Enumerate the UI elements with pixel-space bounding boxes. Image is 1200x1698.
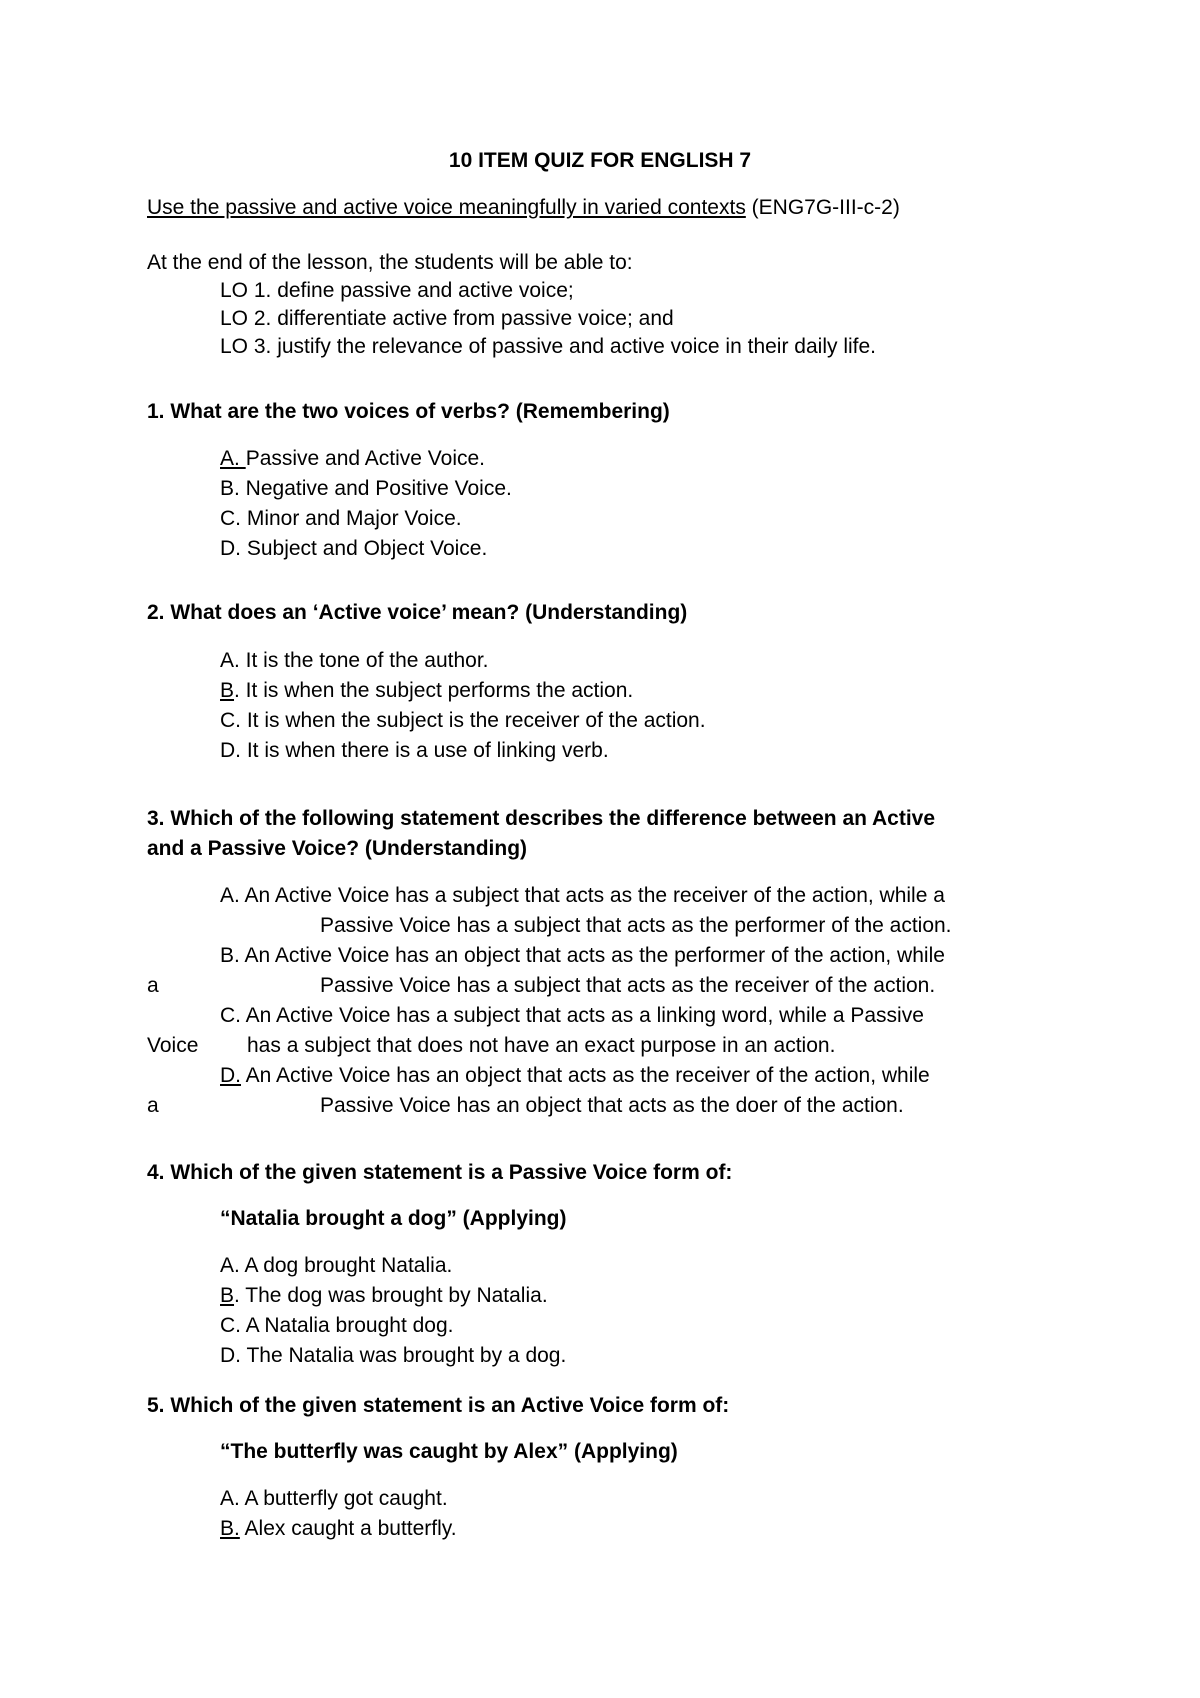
- competency-line: [147, 195, 900, 221]
- question-stem: 1. What are the two voices of verbs? (Remembering): [147, 400, 670, 423]
- choice-text: An Active Voice has an object that acts as the performer of the action, while: [239, 944, 945, 967]
- choice-text: A butterfly got caught.: [239, 1487, 448, 1510]
- choice-item: [220, 1343, 566, 1369]
- choice-text: The Natalia was brought by a dog.: [241, 1344, 567, 1367]
- choice-text: A dog brought Natalia.: [239, 1254, 453, 1277]
- choice-letter: C.: [220, 507, 241, 530]
- choice-letter: C.: [220, 1314, 241, 1337]
- choice-letter-correct: A.: [220, 447, 246, 470]
- question-stem-cont: and a Passive Voice? (Understanding): [147, 837, 528, 860]
- choice-item: [220, 1283, 548, 1309]
- question-stem: 2. What does an ‘Active voice’ mean? (Understanding): [147, 601, 688, 624]
- choice-text: Negative and Positive Voice.: [239, 477, 512, 500]
- competency-text: Use the passive and active voice meaningfully in varied contexts: [147, 196, 746, 219]
- choice-text: . The dog was brought by Natalia.: [234, 1284, 548, 1307]
- choice-item: [220, 1313, 454, 1339]
- question-stem: 4. Which of the given statement is a Passive Voice form of:: [147, 1161, 733, 1184]
- choice-item: [220, 506, 462, 532]
- choice-text-cont: Passive Voice has a subject that acts as the receiver of the action.: [320, 974, 936, 997]
- choice-text: It is when the subject is the receiver of the action.: [241, 709, 706, 732]
- choice-letter: B.: [220, 944, 240, 967]
- choice-letter-correct: D.: [220, 1064, 241, 1087]
- choice-item: [220, 1253, 452, 1279]
- choice-text: It is when there is a use of linking verb.: [241, 739, 609, 762]
- choice-text-cont: Passive Voice has an object that acts as the doer of the action.: [320, 1094, 904, 1117]
- choice-item: [220, 1486, 448, 1512]
- question-stem: 3. Which of the following statement describes the difference between an Active: [147, 807, 936, 830]
- objectives-intro: At the end of the lesson, the students will be able to:: [147, 251, 633, 274]
- choice-item: [220, 678, 633, 704]
- choice-text: A Natalia brought dog.: [241, 1314, 454, 1337]
- choice-item: [220, 446, 485, 472]
- choice-wrap-lead: a: [147, 974, 159, 997]
- choice-letter: A.: [220, 884, 240, 907]
- choice-item: [220, 943, 945, 969]
- choice-item: [220, 1516, 457, 1542]
- choice-wrap-lead: Voice: [147, 1034, 199, 1057]
- choice-letter: C.: [220, 709, 241, 732]
- choice-text: Passive and Active Voice.: [245, 447, 485, 470]
- choice-letter: A.: [220, 1254, 240, 1277]
- choice-item: [220, 708, 706, 734]
- choice-text: An Active Voice has an object that acts as the receiver of the action, while: [241, 1064, 930, 1087]
- choice-item: [220, 1003, 924, 1029]
- choice-text-cont: has a subject that does not have an exact purpose in an action.: [247, 1034, 836, 1057]
- objective-item: LO 1. define passive and active voice;: [220, 279, 574, 302]
- choice-text: Alex caught a butterfly.: [239, 1517, 457, 1540]
- question-stem: 5. Which of the given statement is an Active Voice form of:: [147, 1394, 730, 1417]
- choice-text: . It is when the subject performs the action.: [234, 679, 634, 702]
- choice-letter-correct: B: [220, 679, 235, 702]
- choice-letter: D.: [220, 537, 241, 560]
- choice-item: [220, 536, 487, 562]
- choice-item: [220, 1063, 930, 1089]
- question-quote: “The butterfly was caught by Alex” (Applying): [220, 1440, 678, 1463]
- question-quote: “Natalia brought a dog” (Applying): [220, 1207, 567, 1230]
- choice-text: An Active Voice has a subject that acts as a linking word, while a Passive: [241, 1004, 924, 1027]
- choice-letter: B.: [220, 477, 240, 500]
- choice-item: [220, 883, 945, 909]
- page-title: 10 ITEM QUIZ FOR ENGLISH 7: [448, 149, 752, 172]
- choice-text: Subject and Object Voice.: [241, 537, 488, 560]
- choice-letter-correct: B.: [220, 1517, 240, 1540]
- choice-text: An Active Voice has a subject that acts as the receiver of the action, while a: [239, 884, 945, 907]
- choice-letter: A.: [220, 649, 240, 672]
- choice-text: It is the tone of the author.: [239, 649, 489, 672]
- objective-item: LO 3. justify the relevance of passive and active voice in their daily life.: [220, 335, 877, 358]
- choice-letter: C.: [220, 1004, 241, 1027]
- choice-item: [220, 738, 609, 764]
- choice-letter: A.: [220, 1487, 240, 1510]
- choice-item: [220, 648, 489, 674]
- objective-item: LO 2. differentiate active from passive voice; and: [220, 307, 674, 330]
- competency-code: (ENG7G-III-c-2): [745, 196, 900, 219]
- choice-wrap-lead: a: [147, 1094, 159, 1117]
- choice-letter: D.: [220, 739, 241, 762]
- choice-text: Minor and Major Voice.: [241, 507, 462, 530]
- choice-item: [220, 476, 512, 502]
- choice-text-cont: Passive Voice has a subject that acts as the performer of the action.: [320, 914, 952, 937]
- choice-letter-correct: B: [220, 1284, 235, 1307]
- choice-letter: D.: [220, 1344, 241, 1367]
